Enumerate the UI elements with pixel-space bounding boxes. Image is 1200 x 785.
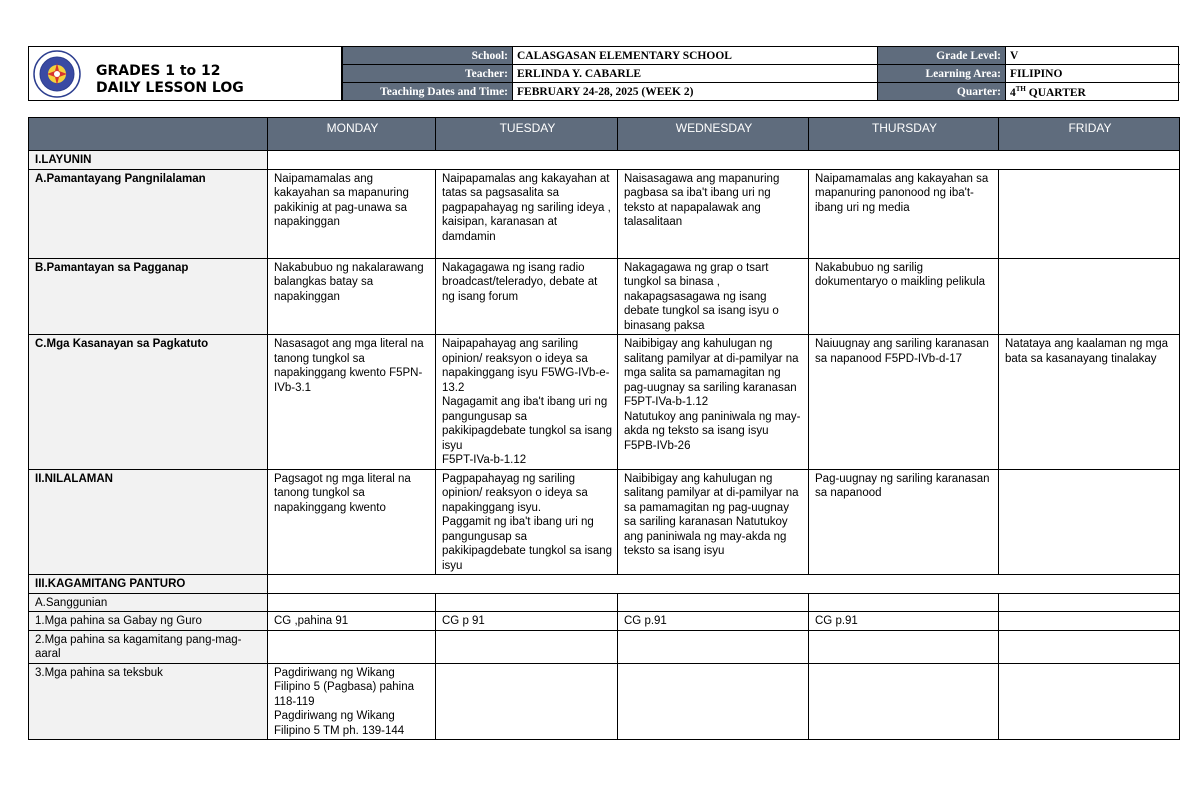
day-header-friday: FRIDAY xyxy=(999,118,1180,151)
gabay-tuesday: CG p 91 xyxy=(436,612,618,631)
pagganap-tuesday: Nakagagawa ng isang radio broadcast/teleradyo, debate at ng isang forum xyxy=(436,258,618,335)
sanggunian-thursday xyxy=(809,593,999,612)
day-header-monday: MONDAY xyxy=(268,118,436,151)
sanggunian-label: A.Sanggunian xyxy=(29,593,268,612)
gabay-label: 1.Mga pahina sa Gabay ng Guro xyxy=(29,612,268,631)
title-line-2: DAILY LESSON LOG xyxy=(96,80,244,96)
gabay-friday xyxy=(999,612,1180,631)
day-header-row xyxy=(29,118,1180,151)
sanggunian-tuesday xyxy=(436,593,618,612)
nilalaman-wednesday: Naibibigay ang kahulugan ng salitang pamilyar at di-pamilyar na sa pamamagitan ng pag-uugnay sa sariling karanasan Natutukoy ang paniniwala ng may-akda ng teksto sa isang isyu xyxy=(618,469,809,575)
area-label: Learning Area: xyxy=(878,65,1006,83)
document-title xyxy=(96,63,244,97)
nilalaman-friday xyxy=(999,469,1180,575)
pagganap-wednesday: Nakagagawa ng grap o tsart tungkol sa binasa , nakapagsasagawa ng isang debate tungkol sa isang isyu o binasang paksa xyxy=(618,258,809,335)
sanggunian-monday xyxy=(268,593,436,612)
teksbuk-wednesday xyxy=(618,663,809,740)
pagganap-friday xyxy=(999,258,1180,335)
sanggunian-friday xyxy=(999,593,1180,612)
pagganap-monday: Nakabubuo ng nakalarawang balangkas batay sa napakinggan xyxy=(268,258,436,335)
layunin-span xyxy=(268,151,1180,170)
grade-value: V xyxy=(1006,47,1180,65)
table-row xyxy=(29,169,1180,258)
table-row xyxy=(29,593,1180,612)
kasanayan-tuesday: Naipapahayag ang sariling opinion/ reaksyon o ideya sa napakinggang isyu F5WG-IVb-e-13.2 Nagagamit ang iba't ibang uri ng pangungusap sa pakikipagdebate tungkol sa isang isyu F5PT-IVa-b-1.12 xyxy=(436,335,618,470)
nilalaman-label: II.NILALAMAN xyxy=(29,469,268,575)
nilalaman-thursday: Pag-uugnay ng sariling karanasan sa napanood xyxy=(809,469,999,575)
table-row xyxy=(29,575,1180,594)
quarter-label: Quarter: xyxy=(878,83,1006,101)
sanggunian-wednesday xyxy=(618,593,809,612)
info-table xyxy=(342,47,1180,100)
teksbuk-label: 3.Mga pahina sa teksbuk xyxy=(29,663,268,740)
deped-seal-icon xyxy=(33,50,81,98)
table-row xyxy=(29,612,1180,631)
day-header-wednesday: WEDNESDAY xyxy=(618,118,809,151)
quarter-number: 4 xyxy=(1010,86,1016,99)
kasanayan-friday: Natataya ang kaalaman ng mga bata sa kasanayang tinalakay xyxy=(999,335,1180,470)
nilalaman-monday: Pagsagot ng mga literal na tanong tungkol sa napakinggang kwento xyxy=(268,469,436,575)
kagamitang-tuesday xyxy=(436,630,618,663)
kagamitan-span xyxy=(268,575,1180,594)
quarter-word: QUARTER xyxy=(1025,86,1086,99)
table-row xyxy=(29,258,1180,335)
kasanayan-wednesday: Naibibigay ang kahulugan ng salitang pamilyar at di-pamilyar na mga salita sa pamamagitan ng pag-uugnay sa sariling karanasan F5PT-IVa-b-1.12 Natutukoy ang paniniwala ng may-akda ng teksto sa isang isyu F5PB-IVb-26 xyxy=(618,335,809,470)
header-block xyxy=(28,46,1179,101)
title-line-1: GRADES 1 to 12 xyxy=(96,63,221,79)
corner-header xyxy=(29,118,268,151)
area-value: FILIPINO xyxy=(1006,65,1180,83)
pamantayang-monday: Naipamamalas ang kakayahan sa mapanuring pakikinig at pag-unawa sa napakinggan xyxy=(268,169,436,258)
dates-label: Teaching Dates and Time: xyxy=(343,83,513,101)
table-row xyxy=(29,663,1180,740)
table-row xyxy=(29,151,1180,170)
teksbuk-thursday xyxy=(809,663,999,740)
teacher-label: Teacher: xyxy=(343,65,513,83)
kasanayan-thursday: Naiuugnay ang sariling karanasan sa napanood F5PD-IVb-d-17 xyxy=(809,335,999,470)
school-label: School: xyxy=(343,47,513,65)
kagamitang-monday xyxy=(268,630,436,663)
kasanayan-monday: Nasasagot ang mga literal na tanong tungkol sa napakinggang kwento F5PN-IVb-3.1 xyxy=(268,335,436,470)
quarter-suffix: TH xyxy=(1015,84,1026,93)
gabay-monday: CG ,pahina 91 xyxy=(268,612,436,631)
pagganap-thursday: Nakabubuo ng sarilig dokumentaryo o maikling pelikula xyxy=(809,258,999,335)
teksbuk-monday: Pagdiriwang ng Wikang Filipino 5 (Pagbasa) pahina 118-119 Pagdiriwang ng Wikang Filipino 5 TM ph. 139-144 xyxy=(268,663,436,740)
pamantayang-friday xyxy=(999,169,1180,258)
kagamitan-label: III.KAGAMITANG PANTURO xyxy=(29,575,268,594)
logo-title-box xyxy=(29,47,342,100)
pagganap-label: B.Pamantayan sa Pagganap xyxy=(29,258,268,335)
nilalaman-tuesday: Pagpapahayag ng sariling opinion/ reaksyon o ideya sa napakinggang isyu. Paggamit ng iba't ibang uri ng pangungusap sa pakikipagdebate tungkol sa isang isyu xyxy=(436,469,618,575)
school-value: CALASGASAN ELEMENTARY SCHOOL xyxy=(513,47,878,65)
pamantayang-wednesday: Naisasagawa ang mapanuring pagbasa sa iba't ibang uri ng teksto at napapalawak ang talasalitaan xyxy=(618,169,809,258)
teksbuk-tuesday xyxy=(436,663,618,740)
dates-value: FEBRUARY 24-28, 2025 (WEEK 2) xyxy=(513,83,878,101)
pamantayang-thursday: Naipamamalas ang kakayahan sa mapanuring panonood ng iba't-ibang uri ng media xyxy=(809,169,999,258)
kagamitang-thursday xyxy=(809,630,999,663)
kasanayan-label: C.Mga Kasanayan sa Pagkatuto xyxy=(29,335,268,470)
quarter-value xyxy=(1006,83,1180,101)
teksbuk-friday xyxy=(999,663,1180,740)
table-row xyxy=(29,630,1180,663)
table-row xyxy=(29,469,1180,575)
table-row xyxy=(29,335,1180,470)
pamantayang-tuesday: Naipapamalas ang kakayahan at tatas sa pagsasalita sa pagpapahayag ng sariling ideya , kaisipan, karanasan at damdamin xyxy=(436,169,618,258)
kagamitang-label: 2.Mga pahina sa kagamitang pang-mag-aaral xyxy=(29,630,268,663)
kagamitang-wednesday xyxy=(618,630,809,663)
kagamitang-friday xyxy=(999,630,1180,663)
grade-label: Grade Level: xyxy=(878,47,1006,65)
layunin-label: I.LAYUNIN xyxy=(29,151,268,170)
lesson-log-table xyxy=(28,117,1180,740)
day-header-thursday: THURSDAY xyxy=(809,118,999,151)
day-header-tuesday: TUESDAY xyxy=(436,118,618,151)
gabay-wednesday: CG p.91 xyxy=(618,612,809,631)
gabay-thursday: CG p.91 xyxy=(809,612,999,631)
teacher-value: ERLINDA Y. CABARLE xyxy=(513,65,878,83)
pamantayang-label: A.Pamantayang Pangnilalaman xyxy=(29,169,268,258)
